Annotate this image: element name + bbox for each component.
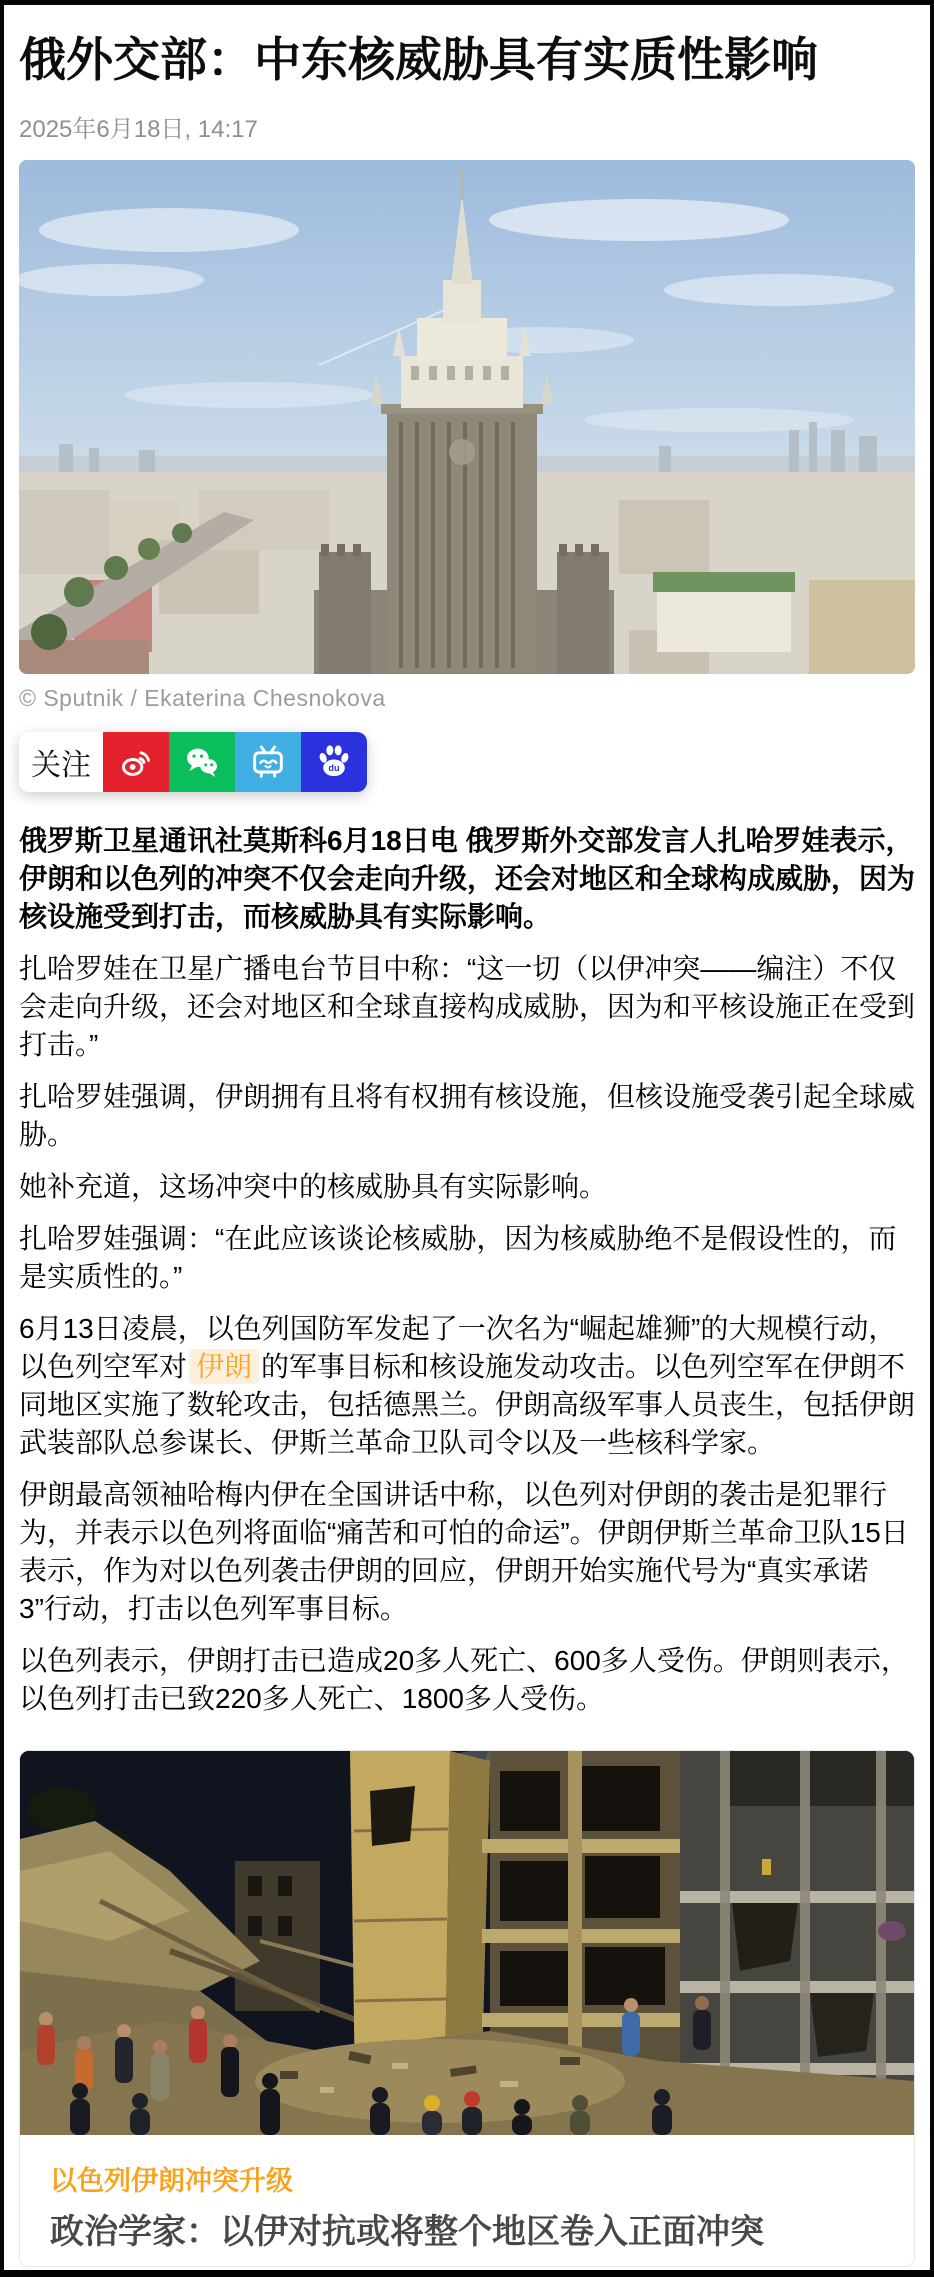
baidu-share-button[interactable] bbox=[301, 732, 367, 792]
related-topic-tag[interactable]: 以色列伊朗冲突升级 bbox=[50, 2166, 293, 2196]
paragraph-6: 伊朗最高领袖哈梅内伊在全国讲话中称，以色列对伊朗的袭击是犯罪行为，并表示以色列将面临“痛苦和可怕的命运”。伊朗伊斯兰革命卫队15日表示，作为对以色列袭击伊朗的回应，伊朗开始实施代号为“真实承诺3”行动，打击以色列军事目标。 bbox=[19, 1479, 909, 1624]
lead-paragraph: 俄罗斯卫星通讯社莫斯科6月18日电 俄罗斯外交部发言人扎哈罗娃表示，伊朗和以色列的冲突不仅会走向升级，还会对地区和全球构成威胁，因为核设施受到打击，而核威胁具有实际影响。 bbox=[19, 825, 916, 932]
related-article-title[interactable]: 政治学家：以伊对抗或将整个地区卷入正面冲突 bbox=[50, 2213, 764, 2251]
related-article-card[interactable] bbox=[19, 1750, 915, 2267]
follow-button[interactable]: 关注 bbox=[19, 732, 103, 792]
article-date: 2025年6月18日, 14:17 bbox=[19, 116, 258, 143]
related-photo-illustration bbox=[20, 1751, 914, 2135]
photo-credit: © Sputnik / Ekaterina Chesnokova bbox=[19, 685, 386, 711]
social-share-bar bbox=[19, 732, 367, 792]
wechat-share-button[interactable] bbox=[169, 732, 235, 792]
bilibili-icon bbox=[248, 742, 288, 782]
paragraph-3: 她补充道，这场冲突中的核威胁具有实际影响。 bbox=[19, 1171, 608, 1202]
paragraph-2: 扎哈罗娃强调，伊朗拥有且将有权拥有核设施，但核设施受袭引起全球威胁。 bbox=[19, 1081, 916, 1150]
paragraph-7: 以色列表示，伊朗打击已造成20多人死亡、600多人受伤。伊朗则表示，以色列打击已致220多人死亡、1800多人受伤。 bbox=[19, 1645, 909, 1714]
wechat-icon bbox=[182, 742, 222, 782]
bilibili-share-button[interactable] bbox=[235, 732, 301, 792]
weibo-share-button[interactable] bbox=[103, 732, 169, 792]
related-article-text bbox=[20, 2135, 914, 2266]
hero-photo-mfa-building[interactable] bbox=[19, 160, 915, 674]
article-title: 俄外交部：中东核威胁具有实质性影响 bbox=[19, 33, 818, 86]
article-page bbox=[4, 5, 930, 2270]
weibo-icon bbox=[116, 742, 156, 782]
related-article-photo-rubble bbox=[20, 1751, 914, 2135]
paragraph-5-text-after: 的军事目标和核设施发动攻击。以色列空军在伊朗不同地区实施了数轮攻击，包括德黑兰。伊朗高级军事人员丧生，包括伊朗武装部队总参谋长、伊斯兰革命卫队司令以及一些核科学家。 bbox=[19, 1351, 916, 1458]
article-content bbox=[4, 31, 930, 2267]
iran-topic-link[interactable]: 伊朗 bbox=[189, 1349, 259, 1384]
svg-text:du: du bbox=[328, 763, 340, 774]
paragraph-4: 扎哈罗娃强调：“在此应该谈论核威胁，因为核威胁绝不是假设性的，而是实质性的。” bbox=[19, 1223, 897, 1292]
baidu-icon bbox=[314, 742, 354, 782]
paragraph-5 bbox=[19, 1310, 915, 1462]
paragraph-5-text-before: 6月13日凌晨，以色列国防军发起了一次名为“崛起雄狮”的大规模行动，以色列空军对 bbox=[19, 1313, 897, 1382]
hero-photo-illustration bbox=[19, 160, 915, 674]
paragraph-1: 扎哈罗娃在卫星广播电台节目中称：“这一切（以伊冲突——编注）不仅会走向升级，还会对地区和全球直接构成威胁，因为和平核设施正在受到打击。” bbox=[19, 953, 916, 1060]
